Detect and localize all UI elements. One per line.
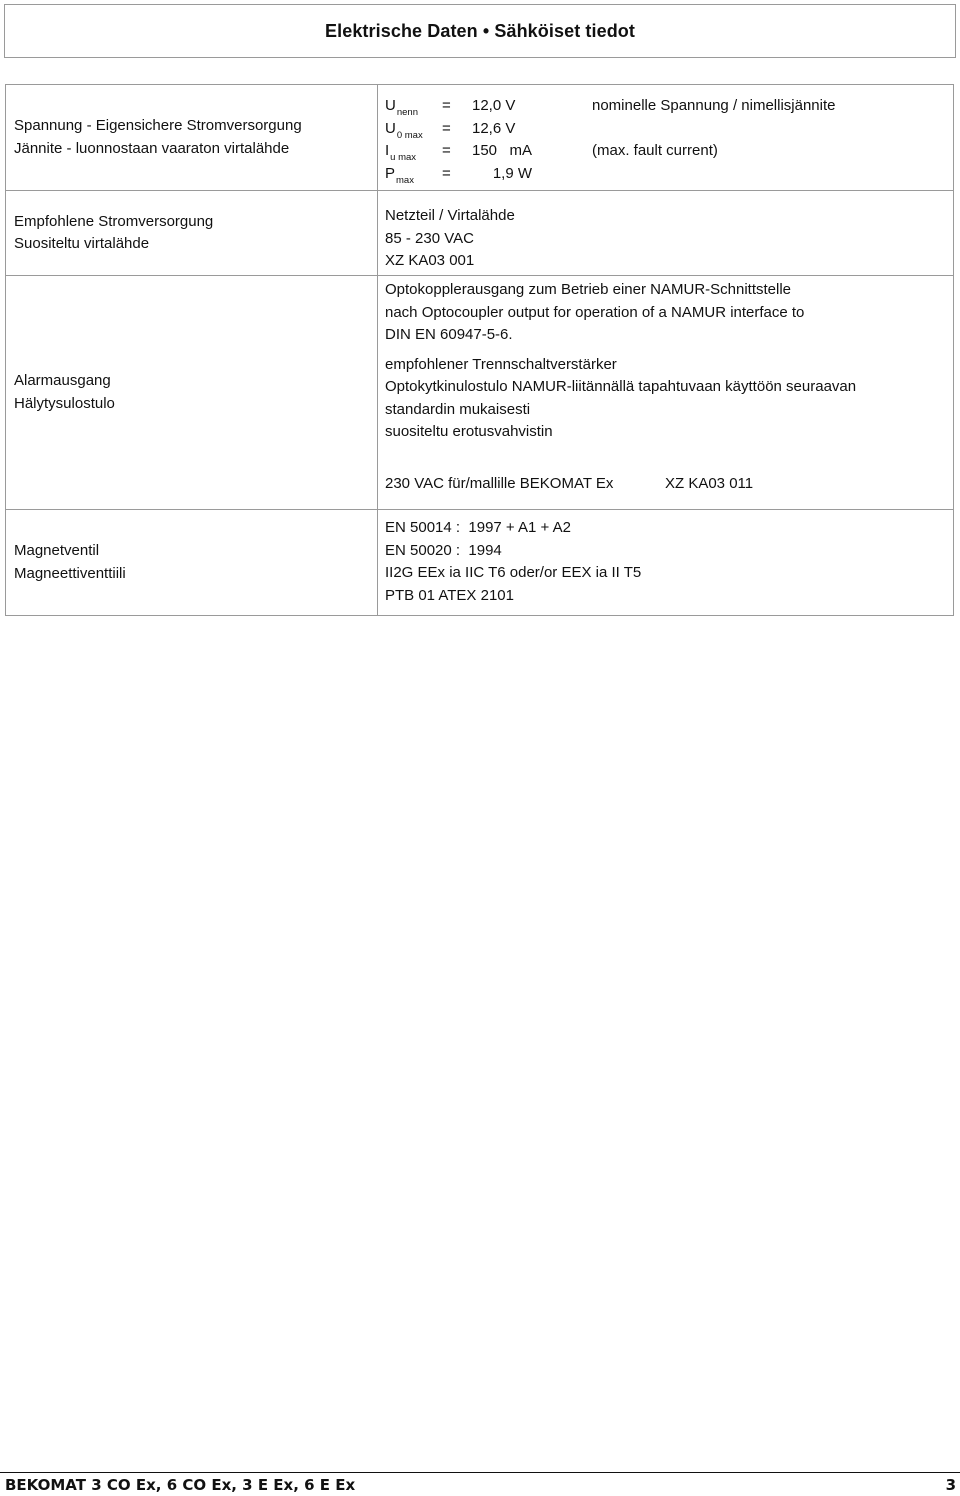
label-de: Spannung - Eigensichere Stromversorgung <box>14 117 302 134</box>
row-label <box>6 510 378 616</box>
symbol: $I_{u max}$ <box>385 142 417 163</box>
text-line: EN 50014 : 1997 + A1 + A2 <box>385 519 571 536</box>
value: 12,0 V <box>472 97 516 114</box>
row-values <box>378 276 954 510</box>
text-line: II2G EEx ia IIC T6 oder/or EEX ia II T5 <box>385 564 642 581</box>
value-line <box>385 163 953 186</box>
paragraph-amplifier: empfohlener Trennschaltverstärker Optokytkinulostulo NAMUR-liitännällä tapahtuvaan käyttöön seuraavan standardin mukaisesti suositeltu erotusvahvistin <box>385 355 857 440</box>
row-label <box>6 85 378 191</box>
text-line: EN 50020 : 1994 <box>385 541 502 559</box>
title-box <box>4 4 956 58</box>
value: 150 mA <box>472 142 533 159</box>
label-de: Magnetventil <box>14 542 100 559</box>
equals: = <box>442 142 451 159</box>
equals: = <box>442 119 451 137</box>
value: 12,6 V <box>472 119 516 137</box>
text-line: PTB 01 ATEX 2101 <box>385 586 514 604</box>
note: nominelle Spannung / nimellisjännite <box>592 97 836 114</box>
table-row-voltage <box>6 85 954 191</box>
value-line <box>385 95 953 118</box>
label-fi: Jännite - luonnostaan vaaraton virtalähde <box>14 139 290 157</box>
label-fi: Hälytysulostulo <box>14 394 115 412</box>
equals: = <box>442 164 451 182</box>
table-row-solenoid-valve <box>6 510 954 616</box>
table-row-alarm-output <box>6 276 954 510</box>
page-number: 3 <box>945 1475 956 1494</box>
symbol: $U_{nenn}$ <box>385 97 418 118</box>
row-values <box>378 191 954 276</box>
label-de: Alarmausgang <box>14 372 111 389</box>
row-label <box>6 191 378 276</box>
note: (max. fault current) <box>592 142 718 159</box>
text-line: Netzteil / Virtalähde <box>385 207 515 224</box>
amplifier-label: 230 VAC für/mallille BEKOMAT Ex <box>385 474 614 492</box>
row-values <box>378 510 954 616</box>
electrical-data-table <box>5 84 954 616</box>
amplifier-type-line <box>385 473 953 496</box>
value-line <box>385 140 953 163</box>
label-fi: Magneettiventtiili <box>14 564 126 582</box>
paragraph-optocoupler: Optokopplerausgang zum Betrieb einer NAMUR-Schnittstelle nach Optocoupler output for operation of a NAMUR interface to DIN EN 60947-5-6. <box>385 281 805 343</box>
value-line <box>385 118 953 141</box>
amplifier-code: XZ KA03 011 <box>665 474 754 492</box>
footer-product: BEKOMAT 3 CO Ex, 6 CO Ex, 3 E Ex, 6 E Ex <box>5 1475 356 1494</box>
label-de: Empfohlene Stromversorgung <box>14 212 214 230</box>
page-footer <box>0 1472 960 1496</box>
symbol: $P_{max}$ <box>385 164 414 186</box>
label-fi: Suositeltu virtalähde <box>14 235 150 252</box>
page-title: Elektrische Daten • Sähköiset tiedot <box>325 20 635 41</box>
value: 1,9 W <box>472 164 533 182</box>
text-line: 85 - 230 VAC <box>385 229 474 247</box>
row-values <box>378 85 954 191</box>
text-line: XZ KA03 001 <box>385 252 475 269</box>
symbol: $U_{0 max}$ <box>385 119 423 141</box>
row-label <box>6 276 378 510</box>
equals: = <box>442 97 451 114</box>
table-row-power-supply <box>6 191 954 276</box>
